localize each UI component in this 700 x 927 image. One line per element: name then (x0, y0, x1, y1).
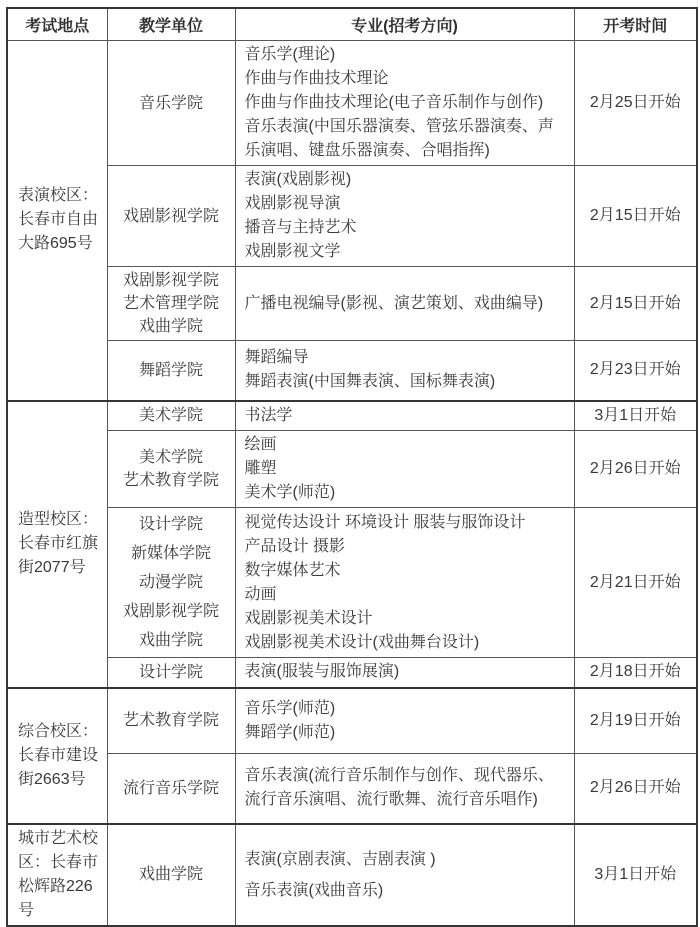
major-line: 音乐表演(中国乐器演奏、管弦乐器演奏、声乐演唱、键盘乐器演奏、合唱指挥) (244, 118, 554, 159)
time-cell: 2月18日开始 (574, 658, 697, 688)
major-line: 作曲与作曲技术理论(电子音乐制作与创作) (244, 94, 544, 111)
major-line: 戏剧影视美术设计(戏曲舞台设计) (244, 633, 480, 651)
table-row (7, 166, 697, 267)
exam-schedule-table (6, 7, 698, 927)
table-row (7, 267, 697, 341)
unit-line: 戏剧影视学院 (122, 272, 219, 289)
major-line: 表演(戏剧影视) (244, 171, 352, 188)
unit-line: 美术学院 (138, 449, 203, 466)
majors-cell (235, 431, 574, 508)
unit-line: 美术学院 (138, 407, 203, 425)
major-line: 数字媒体艺术 (244, 561, 341, 579)
majors-cell (235, 688, 574, 754)
majors-cell (235, 824, 574, 926)
table-row (7, 754, 697, 824)
time-cell: 2月25日开始 (574, 41, 697, 166)
table-row (7, 41, 697, 166)
time-cell: 3月1日开始 (574, 401, 697, 431)
major-line: 戏剧影视导演 (244, 195, 341, 212)
time-cell: 2月15日开始 (574, 267, 697, 341)
unit-cell (107, 508, 235, 658)
time-cell: 2月26日开始 (574, 431, 697, 508)
unit-line: 艺术管理学院 (122, 295, 219, 312)
unit-cell (107, 166, 235, 267)
major-line: 舞蹈编导 (244, 349, 309, 367)
major-line: 动画 (244, 585, 277, 603)
majors-cell (235, 267, 574, 341)
unit-line: 戏曲学院 (138, 866, 203, 883)
header-row (7, 8, 697, 41)
unit-line: 设计学院 (138, 663, 203, 681)
major-line: 美术学(师范) (244, 484, 336, 501)
table-row (7, 341, 697, 401)
table-row (7, 431, 697, 508)
time-cell: 2月19日开始 (574, 688, 697, 754)
major-line: 戏剧影视美术设计 (244, 609, 373, 627)
majors-cell (235, 754, 574, 824)
time-cell: 2月23日开始 (574, 341, 697, 401)
unit-line: 动漫学院 (138, 574, 203, 591)
majors-cell (235, 41, 574, 166)
majors-cell (235, 658, 574, 688)
unit-line: 流行音乐学院 (122, 779, 219, 797)
unit-cell (107, 401, 235, 431)
major-line: 戏剧影视文学 (244, 243, 341, 260)
table-row (7, 824, 697, 926)
unit-cell (107, 431, 235, 508)
unit-cell (107, 267, 235, 341)
time-cell: 3月1日开始 (574, 824, 697, 926)
table-row (7, 658, 697, 688)
unit-line: 舞蹈学院 (138, 361, 203, 379)
header-location: 考试地点 (7, 8, 107, 41)
unit-line: 戏剧影视学院 (122, 207, 219, 225)
major-line: 舞蹈学(师范) (244, 723, 336, 741)
unit-line: 音乐学院 (138, 94, 203, 112)
unit-cell (107, 754, 235, 824)
major-line: 书法学 (244, 406, 293, 424)
major-line: 产品设计 摄影 (244, 537, 345, 555)
unit-cell (107, 658, 235, 688)
major-line: 音乐学(师范) (244, 699, 336, 717)
header-major: 专业(招考方向) (235, 8, 574, 41)
unit-line: 艺术教育学院 (122, 472, 219, 489)
location-cell: 表演校区：长春市自由大路695号 (7, 41, 107, 401)
table-row (7, 688, 697, 754)
major-line: 雕塑 (244, 460, 277, 477)
unit-cell (107, 41, 235, 166)
majors-cell (235, 401, 574, 431)
unit-line: 戏曲学院 (138, 318, 203, 335)
major-line: 视觉传达设计 环境设计 服装与服饰设计 (244, 513, 526, 531)
unit-cell (107, 688, 235, 754)
table-row (7, 401, 697, 431)
time-cell: 2月15日开始 (574, 166, 697, 267)
header-unit: 教学单位 (107, 8, 235, 41)
majors-cell (235, 341, 574, 401)
majors-cell (235, 508, 574, 658)
unit-cell (107, 824, 235, 926)
unit-line: 艺术教育学院 (122, 712, 219, 730)
unit-cell (107, 341, 235, 401)
location-cell: 综合校区：长春市建设街2663号 (7, 688, 107, 824)
unit-line: 戏曲学院 (138, 632, 203, 649)
location-cell: 造型校区：长春市红旗街2077号 (7, 401, 107, 688)
header-time: 开考时间 (574, 8, 697, 41)
major-line: 绘画 (244, 436, 277, 453)
unit-line: 设计学院 (138, 516, 203, 533)
unit-line: 新媒体学院 (130, 545, 211, 562)
table-row (7, 508, 697, 658)
majors-cell (235, 166, 574, 267)
major-line: 表演(京剧表演、吉剧表演 ) (244, 850, 436, 868)
location-cell: 城市艺术校区：长春市松辉路226号 (7, 824, 107, 926)
major-line: 表演(服装与服饰展演) (244, 663, 400, 681)
major-line: 音乐学(理论) (244, 46, 336, 63)
major-line: 广播电视编导(影视、演艺策划、戏曲编导) (244, 294, 544, 312)
unit-line: 戏剧影视学院 (122, 603, 219, 620)
time-cell: 2月21日开始 (574, 508, 697, 658)
major-line: 作曲与作曲技术理论 (244, 70, 389, 87)
time-cell: 2月26日开始 (574, 754, 697, 824)
major-line: 音乐表演(流行音乐制作与创作、现代器乐、流行音乐演唱、流行歌舞、流行音乐唱作) (244, 767, 554, 809)
major-line: 播音与主持艺术 (244, 219, 357, 236)
major-line: 舞蹈表演(中国舞表演、国标舞表演) (244, 373, 496, 391)
major-line: 音乐表演(戏曲音乐) (244, 881, 384, 899)
